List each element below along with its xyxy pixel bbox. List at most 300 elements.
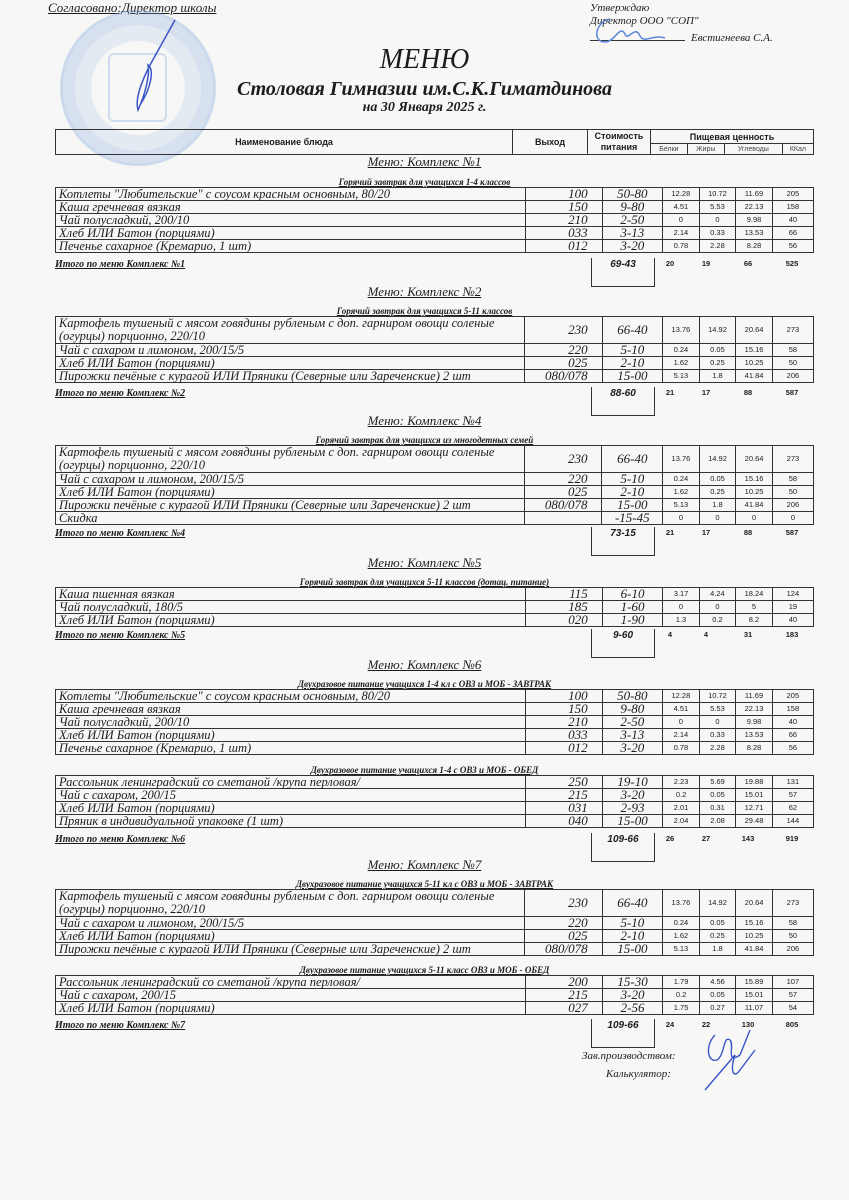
- dish-kcal: 58: [772, 917, 813, 930]
- dish-kcal: 205: [772, 188, 813, 201]
- dish-name: Пирожки печёные с курагой ИЛИ Пряники (Северные или Зареченские) 2 шт: [56, 370, 525, 383]
- dish-kcal: 50: [772, 486, 813, 499]
- dish-cost: 3-20: [602, 789, 663, 802]
- dish-cost: 2-10: [602, 357, 663, 370]
- dish-output: 220: [525, 917, 602, 930]
- dish-fats: 0: [699, 601, 735, 614]
- dish-cost: -15-45: [602, 512, 663, 525]
- dish-output: 210: [526, 716, 602, 729]
- dish-cost: 5-10: [602, 473, 663, 486]
- dish-name: Чай с сахаром и лимоном, 200/15/5: [56, 473, 525, 486]
- dish-kcal: 50: [772, 930, 813, 943]
- dish-fats: 14.92: [699, 317, 736, 344]
- dish-fats: 0.05: [699, 473, 736, 486]
- total-cost: 109-66: [591, 1019, 655, 1048]
- total-proteins: 21: [665, 388, 675, 397]
- dish-carbs: 15.01: [736, 989, 773, 1002]
- dish-cost: 3-20: [602, 989, 663, 1002]
- dish-proteins: 2.01: [663, 802, 699, 815]
- total-proteins: 4: [667, 630, 673, 639]
- dish-cost: 66-40: [602, 446, 663, 473]
- table-row: [56, 703, 814, 716]
- dish-name: Чай полусладкий, 200/10: [56, 214, 526, 227]
- total-carbs: 130: [741, 1020, 755, 1029]
- menu-title: Меню: Комплекс №5: [367, 555, 482, 570]
- dish-kcal: 158: [772, 201, 813, 214]
- dish-proteins: 13.76: [663, 317, 700, 344]
- dish-output: 200: [526, 976, 603, 989]
- dish-output: 185: [526, 601, 603, 614]
- dish-fats: 1.8: [699, 499, 736, 512]
- dish-table: [55, 775, 814, 828]
- table-row: [56, 227, 814, 240]
- dish-proteins: 4.51: [663, 201, 700, 214]
- total-label: Итого по меню Комплекс №6: [55, 834, 186, 845]
- col-fats: Жиры: [687, 144, 724, 155]
- dish-proteins: 1.62: [663, 930, 700, 943]
- dish-fats: 2.28: [699, 742, 736, 755]
- dish-proteins: 1.62: [663, 486, 700, 499]
- dish-kcal: 57: [772, 989, 813, 1002]
- dish-cost: 3-20: [602, 742, 663, 755]
- col-name: Наименование блюда: [56, 130, 513, 155]
- dish-proteins: 0.78: [663, 240, 700, 253]
- dish-name: Чай с сахаром и лимоном, 200/15/5: [56, 344, 525, 357]
- dish-kcal: 144: [772, 815, 813, 828]
- dish-carbs: 11.69: [736, 188, 773, 201]
- dish-name: Чай с сахаром и лимоном, 200/15/5: [56, 917, 525, 930]
- dish-fats: 0.33: [699, 227, 736, 240]
- menu-title: Меню: Комплекс №6: [367, 657, 482, 672]
- dish-proteins: 0.24: [663, 473, 700, 486]
- dish-fats: 10.72: [699, 188, 736, 201]
- dish-kcal: 56: [772, 240, 813, 253]
- dish-table: [55, 975, 814, 1015]
- agreed-label: Согласовано:Директор школы: [48, 0, 217, 15]
- table-row: [56, 890, 814, 917]
- dish-carbs: 20.64: [736, 890, 773, 917]
- dish-output: 150: [526, 703, 602, 716]
- dish-fats: 0.25: [699, 357, 736, 370]
- total-carbs: 88: [743, 388, 753, 397]
- table-row: [56, 1002, 814, 1015]
- dish-fats: 1.8: [699, 370, 736, 383]
- menu-subtitle: Двухразовое питание учащихся 5-11 класс ОВЗ и МОБ - ОБЕД: [299, 965, 550, 975]
- dish-output: 031: [526, 802, 602, 815]
- menu-subtitle: Горячий завтрак для учащихся 1-4 классов: [338, 177, 511, 187]
- total-label: Итого по меню Комплекс №7: [55, 1020, 186, 1031]
- table-row: [56, 742, 814, 755]
- dish-name: Рассольник ленинградский со сметаной /крупа перловая/: [56, 776, 526, 789]
- calculator-label: Калькулятор:: [606, 1068, 671, 1080]
- dish-cost: 15-00: [602, 815, 663, 828]
- dish-output: 100: [526, 188, 602, 201]
- dish-fats: 10.72: [699, 690, 736, 703]
- dish-carbs: 15.16: [736, 917, 773, 930]
- total-carbs: 143: [741, 834, 755, 843]
- table-row: [56, 240, 814, 253]
- dish-proteins: 2.23: [663, 776, 699, 789]
- calculator-signature-icon: [695, 1025, 765, 1095]
- dish-carbs: 19.88: [736, 776, 773, 789]
- dish-cost: 2-50: [602, 214, 663, 227]
- dish-output: 020: [526, 614, 603, 627]
- table-row: [56, 776, 814, 789]
- dish-cost: 5-10: [602, 917, 663, 930]
- dish-carbs: 15.89: [736, 976, 773, 989]
- dish-cost: 6-10: [602, 588, 662, 601]
- dish-carbs: 20.64: [736, 317, 773, 344]
- dish-output: 025: [525, 357, 602, 370]
- dish-cost: 15-00: [602, 370, 663, 383]
- dish-table: [55, 587, 814, 627]
- col-nutrition: Пищевая ценность: [651, 130, 814, 144]
- total-carbs: 88: [743, 528, 753, 537]
- table-row: [56, 716, 814, 729]
- dish-carbs: 5: [736, 601, 773, 614]
- dish-name: Картофель тушеный с мясом говядины рубленым с доп. гарниром овощи соленые (огурцы) порционно, 220/10: [56, 446, 525, 473]
- dish-kcal: 205: [772, 690, 813, 703]
- dish-proteins: 0.2: [663, 789, 699, 802]
- dish-carbs: 11.69: [736, 690, 773, 703]
- total-proteins: 24: [665, 1020, 675, 1029]
- dish-kcal: 40: [772, 614, 813, 627]
- dish-output: 220: [525, 473, 602, 486]
- dish-proteins: 0.24: [663, 917, 700, 930]
- dish-name: Скидка: [56, 512, 525, 525]
- total-cost: 109-66: [591, 833, 655, 862]
- dish-output: 012: [526, 742, 602, 755]
- table-row: [56, 690, 814, 703]
- dish-output: 033: [526, 729, 602, 742]
- dish-carbs: 0: [736, 512, 773, 525]
- dish-name: Хлеб ИЛИ Батон (порциями): [56, 930, 525, 943]
- table-row: [56, 815, 814, 828]
- total-proteins: 20: [665, 259, 675, 268]
- total-fats: 27: [701, 834, 711, 843]
- page-subtitle: Столовая Гимназии им.С.К.Гиматдинова: [237, 78, 612, 100]
- dish-kcal: 206: [772, 499, 813, 512]
- total-cost: 69-43: [591, 258, 655, 287]
- table-row: [56, 917, 814, 930]
- table-row: [56, 789, 814, 802]
- dish-output: 150: [526, 201, 602, 214]
- dish-kcal: 206: [772, 370, 813, 383]
- dish-table: [55, 316, 814, 383]
- total-label: Итого по меню Комплекс №4: [55, 528, 186, 539]
- dish-kcal: 158: [772, 703, 813, 716]
- dish-name: Чай с сахаром, 200/15: [56, 789, 526, 802]
- table-row: [56, 614, 814, 627]
- menu-subtitle: Горячий завтрак для учащихся 5-11 классов (дотац. питание): [299, 577, 550, 587]
- total-proteins: 21: [665, 528, 675, 537]
- dish-cost: 15-00: [602, 943, 663, 956]
- dish-fats: 14.92: [699, 890, 736, 917]
- dish-cost: 66-40: [602, 890, 663, 917]
- table-row: [56, 357, 814, 370]
- dish-output: 230: [525, 890, 602, 917]
- dish-proteins: 1.79: [663, 976, 699, 989]
- dish-fats: 4.56: [699, 976, 735, 989]
- table-row: [56, 317, 814, 344]
- dish-name: Печенье сахарное (Кремарио, 1 шт): [56, 240, 526, 253]
- total-label: Итого по меню Комплекс №2: [55, 388, 186, 399]
- dish-fats: 0.31: [699, 802, 735, 815]
- dish-proteins: 4.51: [663, 703, 700, 716]
- menu-subtitle: Двухразовое питание учащихся 5-11 кл с ОВЗ и МОБ - ЗАВТРАК: [295, 879, 554, 889]
- dish-kcal: 66: [772, 227, 813, 240]
- dish-output: 215: [526, 989, 603, 1002]
- table-row: [56, 588, 814, 601]
- menu-total-row: [55, 630, 814, 658]
- dish-fats: 14.92: [699, 446, 736, 473]
- table-row: [56, 976, 814, 989]
- dish-output: 210: [526, 214, 602, 227]
- dish-name: Чай полусладкий, 180/5: [56, 601, 526, 614]
- table-row: [56, 930, 814, 943]
- dish-carbs: 41.84: [736, 943, 773, 956]
- dish-carbs: 8.2: [736, 614, 773, 627]
- dish-carbs: 20.64: [736, 446, 773, 473]
- dish-cost: 1-90: [602, 614, 662, 627]
- dish-cost: 1-60: [602, 601, 662, 614]
- menu-title: Меню: Комплекс №4: [367, 413, 482, 428]
- dish-proteins: 2.04: [663, 815, 699, 828]
- total-kcal: 183: [785, 630, 799, 639]
- dish-output: 080/078: [525, 943, 602, 956]
- menu-total-row: [55, 528, 814, 556]
- dish-cost: 50-80: [602, 690, 663, 703]
- dish-table: [55, 445, 814, 525]
- dish-name: Хлеб ИЛИ Батон (порциями): [56, 802, 526, 815]
- dish-cost: 2-93: [602, 802, 663, 815]
- dish-output: 025: [525, 486, 602, 499]
- total-carbs: 66: [743, 259, 753, 268]
- dish-kcal: 58: [772, 473, 813, 486]
- dish-fats: 0.25: [699, 930, 736, 943]
- table-row: [56, 601, 814, 614]
- dish-name: Хлеб ИЛИ Батон (порциями): [56, 1002, 526, 1015]
- dish-name: Рассольник ленинградский со сметаной /крупа перловая/: [56, 976, 526, 989]
- dish-fats: 0.05: [699, 344, 736, 357]
- menu-subtitle: Горячий завтрак для учащихся из многодетных семей: [315, 435, 534, 445]
- dish-proteins: 5.13: [663, 499, 700, 512]
- menu-total-row: [55, 259, 814, 287]
- dish-carbs: 13.53: [736, 227, 773, 240]
- dish-fats: 5.53: [699, 703, 736, 716]
- dish-kcal: 0: [772, 512, 813, 525]
- total-fats: 17: [701, 388, 711, 397]
- dish-kcal: 206: [772, 943, 813, 956]
- dish-proteins: 2.14: [663, 227, 700, 240]
- dish-kcal: 57: [772, 789, 813, 802]
- dish-kcal: 54: [772, 1002, 813, 1015]
- dish-name: Чай полусладкий, 200/10: [56, 716, 526, 729]
- dish-proteins: 1.3: [663, 614, 699, 627]
- table-row: [56, 943, 814, 956]
- dish-proteins: 0: [663, 601, 699, 614]
- total-label: Итого по меню Комплекс №1: [55, 259, 186, 270]
- table-row: [56, 370, 814, 383]
- table-row: [56, 989, 814, 1002]
- dish-proteins: 12.28: [663, 188, 700, 201]
- col-cost: Стоимость питания: [588, 130, 651, 155]
- dish-carbs: 15.01: [736, 789, 773, 802]
- dish-kcal: 124: [772, 588, 813, 601]
- total-cost: 88-60: [591, 387, 655, 416]
- dish-carbs: 10.25: [736, 930, 773, 943]
- dish-output: 012: [526, 240, 602, 253]
- table-row: [56, 486, 814, 499]
- dish-fats: 5.53: [699, 201, 736, 214]
- dish-fats: 0.05: [699, 989, 735, 1002]
- dish-proteins: 13.76: [663, 890, 700, 917]
- dish-proteins: 0: [663, 512, 700, 525]
- dish-output: 230: [525, 446, 602, 473]
- dish-proteins: 0.2: [663, 989, 699, 1002]
- dish-kcal: 62: [772, 802, 813, 815]
- dish-name: Картофель тушеный с мясом говядины рубленым с доп. гарниром овощи соленые (огурцы) порционно, 220/10: [56, 890, 525, 917]
- dish-name: Котлеты "Любительские" с соусом красным основным, 80/20: [56, 690, 526, 703]
- dish-cost: 9-80: [602, 201, 663, 214]
- menu-subtitle: Двухразовое питание учащихся 1-4 с ОВЗ и МОБ - ОБЕД: [310, 765, 539, 775]
- dish-output: 220: [525, 344, 602, 357]
- dish-fats: 0.2: [699, 614, 735, 627]
- dish-kcal: 56: [772, 742, 813, 755]
- dish-carbs: 41.84: [736, 499, 773, 512]
- dish-cost: 5-10: [602, 344, 663, 357]
- table-row: [56, 802, 814, 815]
- dish-name: Хлеб ИЛИ Батон (порциями): [56, 357, 525, 370]
- menu-subtitle: Горячий завтрак для учащихся 5-11 классов: [336, 306, 513, 316]
- dish-proteins: 0.24: [663, 344, 700, 357]
- dish-name: Хлеб ИЛИ Батон (порциями): [56, 486, 525, 499]
- dish-kcal: 273: [772, 317, 813, 344]
- total-kcal: 805: [785, 1020, 799, 1029]
- total-kcal: 919: [785, 834, 799, 843]
- dish-output: 080/078: [525, 370, 602, 383]
- dish-cost: 9-80: [602, 703, 663, 716]
- dish-proteins: 0: [663, 716, 700, 729]
- dish-carbs: 18.24: [736, 588, 773, 601]
- table-row: [56, 446, 814, 473]
- dish-fats: 0.05: [699, 917, 736, 930]
- dish-fats: 4.24: [699, 588, 735, 601]
- dish-cost: 2-56: [602, 1002, 663, 1015]
- dish-output: [525, 512, 602, 525]
- total-kcal: 525: [785, 259, 799, 268]
- table-row: [56, 214, 814, 227]
- dish-carbs: 9.98: [736, 214, 773, 227]
- dish-name: Хлеб ИЛИ Батон (порциями): [56, 614, 526, 627]
- dish-kcal: 40: [772, 716, 813, 729]
- dish-fats: 0.33: [699, 729, 736, 742]
- total-cost: 73-15: [591, 527, 655, 556]
- dish-carbs: 22.13: [736, 201, 773, 214]
- dish-fats: 5.69: [699, 776, 735, 789]
- dish-fats: 0.27: [699, 1002, 735, 1015]
- dish-kcal: 273: [772, 446, 813, 473]
- dish-kcal: 50: [772, 357, 813, 370]
- dish-kcal: 107: [772, 976, 813, 989]
- dish-carbs: 15.16: [736, 473, 773, 486]
- dish-name: Хлеб ИЛИ Батон (порциями): [56, 729, 526, 742]
- dish-name: Каша гречневая вязкая: [56, 201, 526, 214]
- menu-total-row: [55, 388, 814, 416]
- dish-proteins: 3.17: [663, 588, 699, 601]
- dish-output: 100: [526, 690, 602, 703]
- table-row: [56, 729, 814, 742]
- dish-carbs: 10.25: [736, 486, 773, 499]
- menu-title: Меню: Комплекс №2: [367, 284, 482, 299]
- dish-kcal: 273: [772, 890, 813, 917]
- total-fats: 22: [701, 1020, 711, 1029]
- dish-proteins: 2.14: [663, 729, 700, 742]
- dish-table: [55, 689, 814, 755]
- menu-title: Меню: Комплекс №7: [367, 857, 482, 872]
- dish-output: 025: [525, 930, 602, 943]
- dish-output: 250: [526, 776, 602, 789]
- dish-name: Печенье сахарное (Кремарио, 1 шт): [56, 742, 526, 755]
- dish-proteins: 13.76: [663, 446, 700, 473]
- table-row: [56, 201, 814, 214]
- dish-fats: 0: [699, 214, 736, 227]
- total-kcal: 587: [785, 388, 799, 397]
- dish-cost: 66-40: [602, 317, 663, 344]
- dish-output: 033: [526, 227, 602, 240]
- dish-proteins: 12.28: [663, 690, 700, 703]
- dish-carbs: 13.53: [736, 729, 773, 742]
- dish-name: Пирожки печёные с курагой ИЛИ Пряники (Северные или Зареченские) 2 шт: [56, 943, 525, 956]
- dish-carbs: 8.28: [736, 240, 773, 253]
- total-cost: 9-60: [591, 629, 655, 658]
- dish-name: Пирожки печёные с курагой ИЛИ Пряники (Северные или Зареченские) 2 шт: [56, 499, 525, 512]
- dish-cost: 3-13: [602, 227, 663, 240]
- dish-kcal: 58: [772, 344, 813, 357]
- page-date: на 30 Января 2025 г.: [362, 100, 487, 115]
- dish-kcal: 66: [772, 729, 813, 742]
- total-kcal: 587: [785, 528, 799, 537]
- dish-carbs: 12.71: [736, 802, 773, 815]
- dish-proteins: 0.78: [663, 742, 700, 755]
- dish-proteins: 1.62: [663, 357, 700, 370]
- dish-output: 115: [526, 588, 603, 601]
- table-row: [56, 499, 814, 512]
- dish-proteins: 5.13: [663, 943, 700, 956]
- total-fats: 4: [703, 630, 709, 639]
- menu-title: Меню: Комплекс №1: [367, 154, 482, 169]
- dish-output: 230: [525, 317, 602, 344]
- page-title: МЕНЮ: [379, 44, 470, 75]
- dish-name: Котлеты "Любительские" с соусом красным основным, 80/20: [56, 188, 526, 201]
- total-label: Итого по меню Комплекс №5: [55, 630, 186, 641]
- table-row: [56, 344, 814, 357]
- dish-cost: 2-10: [602, 486, 663, 499]
- col-proteins: Белки: [651, 144, 688, 155]
- dish-cost: 2-50: [602, 716, 663, 729]
- total-proteins: 26: [665, 834, 675, 843]
- dish-name: Чай с сахаром, 200/15: [56, 989, 526, 1002]
- dish-cost: 15-30: [602, 976, 663, 989]
- total-fats: 19: [701, 259, 711, 268]
- dish-cost: 3-20: [602, 240, 663, 253]
- dish-table: [55, 187, 814, 253]
- dish-name: Пряник в индивидуальной упаковке (1 шт): [56, 815, 526, 828]
- dish-fats: 1.8: [699, 943, 736, 956]
- dish-fats: 2.28: [699, 240, 736, 253]
- table-row: [56, 188, 814, 201]
- approved-name: Евстигнеева С.А.: [691, 32, 773, 44]
